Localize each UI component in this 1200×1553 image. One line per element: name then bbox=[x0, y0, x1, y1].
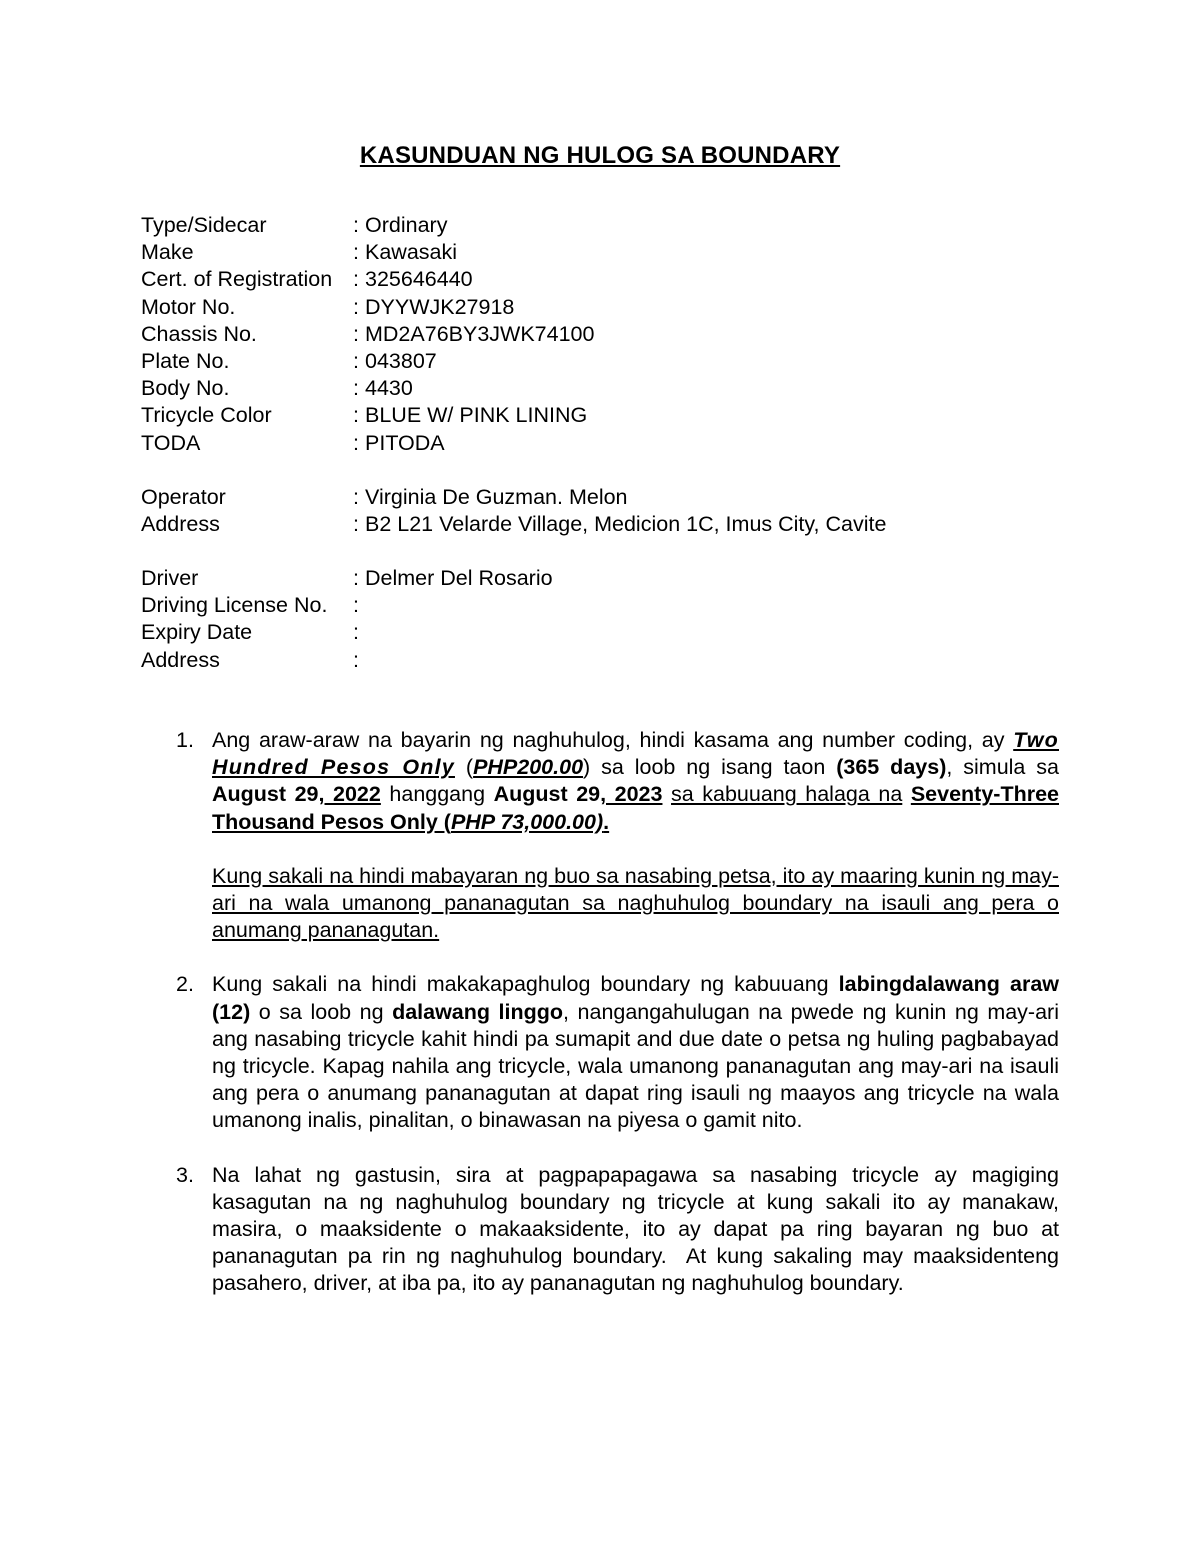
clause-text: ( bbox=[454, 755, 474, 780]
document-title: KASUNDUAN NG HULOG SA BOUNDARY bbox=[359, 142, 841, 169]
spacer bbox=[141, 457, 1041, 484]
field-separator: : bbox=[353, 376, 359, 401]
field-row-body-no bbox=[141, 375, 1041, 402]
field-row-plate-no bbox=[141, 348, 1041, 375]
field-label: Plate No. bbox=[141, 348, 230, 373]
clause-text: ) sa loob ng isang taon bbox=[583, 755, 837, 780]
clause-1 bbox=[141, 727, 1059, 944]
field-separator: : bbox=[353, 484, 359, 509]
field-separator: : bbox=[353, 620, 359, 645]
field-separator: : bbox=[353, 348, 359, 373]
field-value: DYYWJK27918 bbox=[365, 294, 515, 319]
clause-number: 3. bbox=[176, 1162, 194, 1187]
field-value: Kawasaki bbox=[365, 240, 458, 265]
clause-text bbox=[902, 782, 911, 806]
field-row-motor-no bbox=[141, 294, 1041, 321]
clause-text: , simula sa bbox=[946, 755, 1060, 780]
field-value: MD2A76BY3JWK74100 bbox=[365, 321, 595, 346]
field-label: Motor No. bbox=[141, 294, 236, 319]
clause-paragraph bbox=[212, 727, 1059, 836]
field-value: 325646440 bbox=[365, 267, 473, 292]
clause-paragraph: Na lahat ng gastusin, sira at pagpapapagawa sa nasabing tricycle ay magiging kasagutan na ng naghuhulog boundary ng tricycle at kung sakali ito ay manakaw, masira, o maaksidente o makaaksidente, ito ay dapat pa ring bayaran ng buo at pananagutan pa rin ng naghuhulog boundary. At kung sakaling may maaksidenteng pasahero, driver, at iba pa, ito ay pananagutan ng naghuhulog boundary. bbox=[212, 1162, 1065, 1296]
field-value: PITODA bbox=[365, 430, 445, 455]
clause-paragraph bbox=[212, 971, 1059, 1134]
end-date-month-day: August 29 bbox=[493, 782, 601, 807]
clause-2 bbox=[141, 971, 1059, 1134]
clause-number: 1. bbox=[176, 728, 194, 752]
field-label: Make bbox=[141, 240, 194, 265]
field-separator: : bbox=[353, 321, 359, 346]
field-label: Cert. of Registration bbox=[141, 267, 333, 292]
total-text: sa kabuuang halaga na bbox=[671, 782, 903, 807]
clause-text: o sa loob ng bbox=[250, 999, 393, 1024]
field-separator: : bbox=[353, 566, 359, 591]
field-row-type-sidecar bbox=[141, 212, 1041, 239]
field-label: Address bbox=[141, 511, 220, 536]
clause-body bbox=[212, 727, 1059, 944]
field-row-driver bbox=[141, 565, 1041, 592]
field-value: 043807 bbox=[365, 348, 437, 373]
field-value: Delmer Del Rosario bbox=[365, 566, 553, 591]
end-date-year: , 2023 bbox=[600, 782, 663, 807]
field-separator: : bbox=[353, 430, 359, 455]
field-row-cert-registration bbox=[141, 266, 1041, 293]
field-label: Operator bbox=[141, 484, 226, 509]
start-date-year: , 2022 bbox=[318, 782, 381, 807]
field-row-operator bbox=[141, 484, 1041, 511]
amount-words: Two Hundred Pesos Only bbox=[212, 728, 1059, 780]
details-section bbox=[141, 212, 1041, 674]
clause-text: hanggang bbox=[380, 782, 494, 807]
field-value: Ordinary bbox=[365, 213, 448, 237]
field-value: Virginia De Guzman. Melon bbox=[365, 484, 628, 509]
field-value: BLUE W/ PINK LINING bbox=[365, 403, 588, 428]
bold-term: labingdalawang araw (12) bbox=[212, 972, 1059, 1024]
clause-text: Ang araw-araw na bayarin ng naghuhulog, hindi kasama ang number coding, ay bbox=[212, 728, 1014, 752]
field-separator: : bbox=[353, 647, 359, 672]
days-count: (365 days) bbox=[836, 755, 947, 780]
start-date-month-day: August 29 bbox=[212, 782, 319, 807]
field-row-toda bbox=[141, 430, 1041, 457]
field-row-operator-address bbox=[141, 511, 1041, 538]
field-separator: : bbox=[353, 511, 359, 536]
field-row-expiry-date bbox=[141, 619, 1041, 646]
field-row-license-no bbox=[141, 592, 1041, 619]
field-label: Driving License No. bbox=[141, 593, 328, 618]
field-row-make bbox=[141, 239, 1041, 266]
field-value: B2 L21 Velarde Village, Medicion 1C, Imus City, Cavite bbox=[365, 511, 887, 536]
field-label: Expiry Date bbox=[141, 620, 253, 645]
total-words: Seventy-Three Thousand Pesos Only ( bbox=[212, 782, 1059, 834]
field-label: Body No. bbox=[141, 376, 230, 401]
field-separator: : bbox=[353, 403, 359, 428]
clause-text: . bbox=[603, 809, 610, 834]
field-row-chassis-no bbox=[141, 321, 1041, 348]
total-amount: PHP 73,000.00) bbox=[450, 809, 604, 834]
field-label: Chassis No. bbox=[141, 321, 257, 346]
terms-list bbox=[141, 727, 1065, 1298]
field-separator: : bbox=[353, 593, 359, 618]
clause-paragraph: Kung sakali na hindi mabayaran ng buo sa nasabing petsa, ito ay maaring kunin ng may-ari na wala umanong pananagutan sa naghuhulog boundary na isauli ang pera o anumang pananagutan. bbox=[212, 863, 1059, 943]
field-value: 4430 bbox=[365, 376, 413, 401]
field-row-tricycle-color bbox=[141, 402, 1041, 429]
field-label: Address bbox=[141, 647, 220, 672]
field-label: Tricycle Color bbox=[141, 403, 272, 428]
clause-text: Kung sakali na hindi makakapaghulog boundary ng kabuuang bbox=[212, 972, 839, 997]
field-separator: : bbox=[353, 240, 359, 265]
field-row-driver-address bbox=[141, 647, 1041, 674]
field-separator: : bbox=[353, 294, 359, 319]
bold-term: dalawang linggo bbox=[392, 999, 564, 1024]
spacer bbox=[141, 538, 1041, 565]
field-separator: : bbox=[353, 267, 359, 292]
field-separator: : bbox=[353, 213, 359, 237]
clause-3 bbox=[141, 1162, 1065, 1298]
field-label: Driver bbox=[141, 566, 199, 591]
clause-body bbox=[212, 971, 1059, 1134]
clause-number: 2. bbox=[176, 972, 194, 997]
clause-text bbox=[662, 782, 671, 806]
clause-text: , nangangahulugan na pwede ng kunin ng may-ari ang nasabing tricycle kahit hindi pa sumapit and due date o petsa ng huling pagbabayad ng tricycle. Kapag nahila ang tricycle, wala umanong pananagutan ang may-ari na isauli ang pera o anumang pananagutan at dapat ring isauli ng maayos ang tricycle na wala umanong inalis, pinalitan, o binawasan na piyesa o gamit nito. bbox=[212, 999, 1059, 1133]
clause-body bbox=[212, 1162, 1065, 1298]
amount-value: PHP200.00 bbox=[473, 755, 584, 780]
field-label: Type/Sidecar bbox=[141, 213, 267, 237]
field-label: TODA bbox=[141, 430, 201, 455]
